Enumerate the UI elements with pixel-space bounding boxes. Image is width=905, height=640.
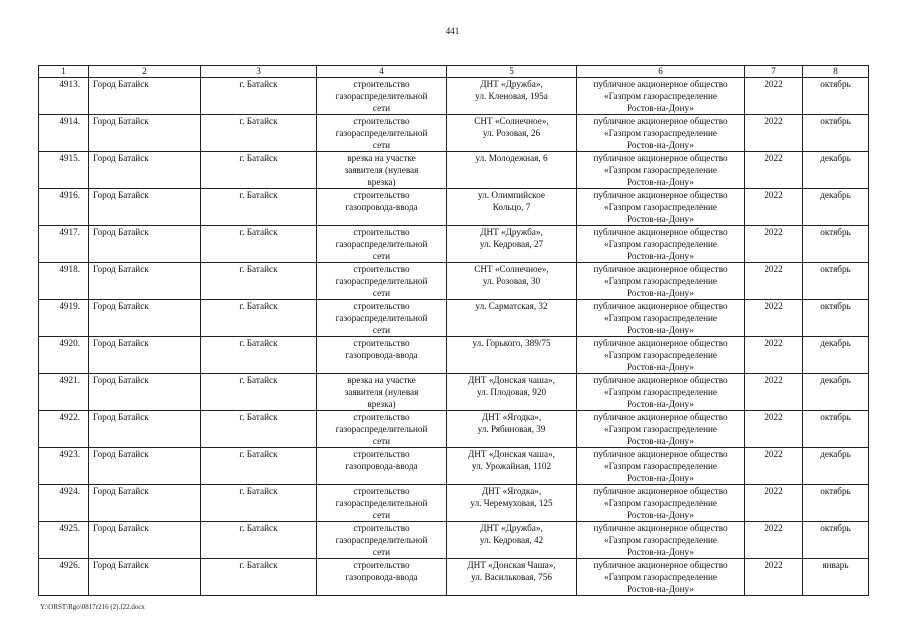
district-cell: Город Батайск (89, 485, 201, 522)
organization-cell-line: Ростов-на-Дону» (627, 399, 694, 409)
year-cell: 2022 (745, 263, 803, 300)
organization-cell (577, 337, 745, 374)
settlement-cell: г. Батайск (201, 522, 317, 559)
address-cell (447, 189, 577, 226)
work-type-cell-line: газопровода-ввода (345, 572, 418, 582)
district-cell: Город Батайск (89, 448, 201, 485)
year-cell: 2022 (745, 522, 803, 559)
year-cell: 2022 (745, 226, 803, 263)
district-cell: Город Батайск (89, 374, 201, 411)
settlement-cell: г. Батайск (201, 78, 317, 115)
organization-cell-line: «Газпром газораспределение (604, 387, 717, 397)
address-cell-line: ДНТ «Ягодка», (481, 486, 542, 496)
address-cell-line: ул. Горького, 389/75 (472, 338, 551, 348)
year-cell: 2022 (745, 337, 803, 374)
row-number-cell: 4916. (39, 189, 89, 226)
organization-cell-line: «Газпром газораспределение (604, 165, 717, 175)
work-type-cell (317, 485, 447, 522)
month-cell: январь (803, 559, 869, 596)
address-cell (447, 152, 577, 189)
table-row (39, 485, 869, 522)
table-row (39, 448, 869, 485)
address-cell (447, 226, 577, 263)
address-cell-line: СНТ «Солнечное», (474, 116, 549, 126)
address-cell-line: ДНТ «Дружба», (480, 79, 543, 89)
organization-cell-line: Ростов-на-Дону» (627, 325, 694, 335)
organization-cell-line: «Газпром газораспределение (604, 461, 717, 471)
address-cell (447, 374, 577, 411)
organization-cell-line: публичное акционерное общество (593, 486, 728, 496)
district-cell: Город Батайск (89, 115, 201, 152)
organization-cell-line: публичное акционерное общество (593, 523, 728, 533)
month-cell: октябрь (803, 263, 869, 300)
address-cell (447, 559, 577, 596)
organization-cell (577, 559, 745, 596)
organization-cell-line: Ростов-на-Дону» (627, 288, 694, 298)
year-cell: 2022 (745, 411, 803, 448)
table-row (39, 559, 869, 596)
work-type-cell (317, 226, 447, 263)
address-cell-line: ДНТ «Донская Чаша», (467, 560, 556, 570)
organization-cell-line: Ростов-на-Дону» (627, 436, 694, 446)
address-cell (447, 263, 577, 300)
address-cell-line: ул. Олимпийское (478, 190, 545, 200)
work-type-cell-line: сети (372, 251, 391, 261)
row-number-cell: 4926. (39, 559, 89, 596)
column-header: 7 (745, 66, 803, 78)
work-type-cell-line: сети (372, 288, 391, 298)
work-type-cell (317, 263, 447, 300)
table-row (39, 374, 869, 411)
address-cell-line: ул. Кедровая, 42 (479, 535, 544, 545)
work-type-cell-line: врезка) (367, 177, 396, 187)
district-cell: Город Батайск (89, 263, 201, 300)
row-number-cell: 4914. (39, 115, 89, 152)
work-type-cell (317, 152, 447, 189)
table-row (39, 152, 869, 189)
table-row (39, 226, 869, 263)
work-type-cell (317, 522, 447, 559)
work-type-cell-line: строительство (353, 523, 410, 533)
row-number-cell: 4913. (39, 78, 89, 115)
month-cell: октябрь (803, 485, 869, 522)
page-number: 441 (445, 26, 460, 36)
table-row (39, 337, 869, 374)
table-row (39, 300, 869, 337)
organization-cell-line: Ростов-на-Дону» (627, 140, 694, 150)
column-header: 1 (39, 66, 89, 78)
table-row (39, 411, 869, 448)
organization-cell-line: «Газпром газораспределение (604, 424, 717, 434)
work-type-cell-line: сети (372, 510, 391, 520)
address-cell-line: ул. Кедровая, 27 (479, 239, 544, 249)
work-type-cell-line: газопровода-ввода (345, 202, 418, 212)
work-type-cell-line: врезка на участке (347, 153, 416, 163)
organization-cell-line: «Газпром газораспределение (604, 276, 717, 286)
organization-cell (577, 300, 745, 337)
work-type-cell-line: сети (372, 325, 391, 335)
organization-cell-line: «Газпром газораспределение (604, 535, 717, 545)
work-type-cell (317, 115, 447, 152)
address-cell (447, 337, 577, 374)
address-cell-line: ул. Сарматская, 32 (475, 301, 548, 311)
work-type-cell-line: заявителя (нулевая (344, 387, 419, 397)
organization-cell-line: Ростов-на-Дону» (627, 584, 694, 594)
year-cell: 2022 (745, 300, 803, 337)
organization-cell-line: Ростов-на-Дону» (627, 547, 694, 557)
table-row (39, 263, 869, 300)
work-type-cell-line: газораспределительной (335, 128, 428, 138)
address-cell (447, 485, 577, 522)
address-cell-line: ДНТ «Донская чаша», (468, 375, 555, 385)
work-type-cell (317, 78, 447, 115)
work-type-cell-line: газопровода-ввода (345, 350, 418, 360)
month-cell: декабрь (803, 337, 869, 374)
year-cell: 2022 (745, 485, 803, 522)
work-type-cell (317, 300, 447, 337)
organization-cell (577, 189, 745, 226)
work-type-cell-line: газораспределительной (335, 498, 428, 508)
work-type-cell-line: газораспределительной (335, 276, 428, 286)
settlement-cell: г. Батайск (201, 337, 317, 374)
column-header: 6 (577, 66, 745, 78)
settlement-cell: г. Батайск (201, 263, 317, 300)
month-cell: октябрь (803, 78, 869, 115)
work-type-cell-line: строительство (353, 190, 410, 200)
column-header: 5 (447, 66, 577, 78)
work-type-cell-line: газораспределительной (335, 424, 428, 434)
district-cell: Город Батайск (89, 559, 201, 596)
district-cell: Город Батайск (89, 78, 201, 115)
organization-cell-line: «Газпром газораспределение (604, 350, 717, 360)
year-cell: 2022 (745, 448, 803, 485)
organization-cell-line: Ростов-на-Дону» (627, 177, 694, 187)
work-type-cell-line: строительство (353, 227, 410, 237)
month-cell: октябрь (803, 300, 869, 337)
settlement-cell: г. Батайск (201, 300, 317, 337)
organization-cell-line: публичное акционерное общество (593, 301, 728, 311)
table-body (39, 78, 869, 596)
organization-cell-line: публичное акционерное общество (593, 79, 728, 89)
address-cell-line: ДНТ «Донская чаша», (468, 449, 555, 459)
settlement-cell: г. Батайск (201, 485, 317, 522)
organization-cell-line: публичное акционерное общество (593, 338, 728, 348)
organization-cell-line: публичное акционерное общество (593, 375, 728, 385)
gasification-table (38, 65, 869, 596)
address-cell (447, 115, 577, 152)
year-cell: 2022 (745, 374, 803, 411)
header-row (39, 66, 869, 78)
work-type-cell-line: газораспределительной (335, 535, 428, 545)
organization-cell (577, 448, 745, 485)
address-cell-line: ул. Урожайная, 1102 (471, 461, 552, 471)
work-type-cell (317, 448, 447, 485)
district-cell: Город Батайск (89, 189, 201, 226)
organization-cell-line: Ростов-на-Дону» (627, 251, 694, 261)
work-type-cell (317, 337, 447, 374)
work-type-cell-line: заявителя (нулевая (344, 165, 419, 175)
month-cell: октябрь (803, 411, 869, 448)
address-cell-line: ДНТ «Ягодка», (481, 412, 542, 422)
month-cell: октябрь (803, 226, 869, 263)
work-type-cell-line: газораспределительной (335, 313, 428, 323)
row-number-cell: 4925. (39, 522, 89, 559)
table-row (39, 115, 869, 152)
district-cell: Город Батайск (89, 226, 201, 263)
organization-cell-line: «Газпром газораспределение (604, 498, 717, 508)
work-type-cell-line: строительство (353, 338, 410, 348)
organization-cell (577, 78, 745, 115)
organization-cell-line: Ростов-на-Дону» (627, 473, 694, 483)
year-cell: 2022 (745, 115, 803, 152)
work-type-cell (317, 559, 447, 596)
month-cell: декабрь (803, 448, 869, 485)
address-cell (447, 448, 577, 485)
organization-cell-line: публичное акционерное общество (593, 116, 728, 126)
address-cell-line: ул. Плодовая, 920 (476, 387, 547, 397)
row-number-cell: 4915. (39, 152, 89, 189)
work-type-cell-line: сети (372, 547, 391, 557)
organization-cell-line: публичное акционерное общество (593, 153, 728, 163)
address-cell-line: ДНТ «Дружба», (480, 523, 543, 533)
work-type-cell-line: строительство (353, 116, 410, 126)
work-type-cell-line: строительство (353, 412, 410, 422)
organization-cell-line: «Газпром газораспределение (604, 128, 717, 138)
organization-cell (577, 263, 745, 300)
settlement-cell: г. Батайск (201, 448, 317, 485)
work-type-cell-line: строительство (353, 79, 410, 89)
organization-cell (577, 374, 745, 411)
row-number-cell: 4919. (39, 300, 89, 337)
work-type-cell-line: строительство (353, 264, 410, 274)
work-type-cell-line: врезка на участке (347, 375, 416, 385)
work-type-cell-line: строительство (353, 449, 410, 459)
work-type-cell-line: сети (372, 140, 391, 150)
organization-cell-line: Ростов-на-Дону» (627, 362, 694, 372)
district-cell: Город Батайск (89, 300, 201, 337)
work-type-cell-line: газораспределительной (335, 239, 428, 249)
settlement-cell: г. Батайск (201, 226, 317, 263)
organization-cell-line: публичное акционерное общество (593, 227, 728, 237)
organization-cell-line: «Газпром газораспределение (604, 202, 717, 212)
organization-cell-line: Ростов-на-Дону» (627, 214, 694, 224)
work-type-cell-line: врезка) (367, 399, 396, 409)
work-type-cell-line: сети (372, 436, 391, 446)
file-path-footer: Y:\ORST\Rgo\0817r216 (2).f22.docx (40, 603, 145, 611)
address-cell-line: ул. Васильковая, 756 (471, 572, 552, 582)
table-row (39, 78, 869, 115)
settlement-cell: г. Батайск (201, 559, 317, 596)
row-number-cell: 4922. (39, 411, 89, 448)
address-cell-line: ул. Кленовая, 195а (475, 91, 548, 101)
row-number-cell: 4924. (39, 485, 89, 522)
organization-cell-line: «Газпром газораспределение (604, 239, 717, 249)
district-cell: Город Батайск (89, 152, 201, 189)
settlement-cell: г. Батайск (201, 152, 317, 189)
row-number-cell: 4920. (39, 337, 89, 374)
address-cell-line: СНТ «Солнечное», (474, 264, 549, 274)
address-cell-line: ул. Розовая, 26 (482, 128, 541, 138)
organization-cell-line: «Газпром газораспределение (604, 313, 717, 323)
table-row (39, 189, 869, 226)
work-type-cell-line: газопровода-ввода (345, 461, 418, 471)
work-type-cell-line: строительство (353, 301, 410, 311)
work-type-cell (317, 374, 447, 411)
work-type-cell-line: строительство (353, 560, 410, 570)
address-cell-line: ул. Розовая, 30 (482, 276, 541, 286)
organization-cell-line: «Газпром газораспределение (604, 91, 717, 101)
district-cell: Город Батайск (89, 522, 201, 559)
month-cell: октябрь (803, 522, 869, 559)
work-type-cell-line: газораспределительной (335, 91, 428, 101)
row-number-cell: 4918. (39, 263, 89, 300)
address-cell (447, 300, 577, 337)
year-cell: 2022 (745, 189, 803, 226)
settlement-cell: г. Батайск (201, 411, 317, 448)
organization-cell (577, 485, 745, 522)
row-number-cell: 4923. (39, 448, 89, 485)
address-cell (447, 411, 577, 448)
organization-cell-line: публичное акционерное общество (593, 412, 728, 422)
organization-cell-line: «Газпром газораспределение (604, 572, 717, 582)
column-header: 4 (317, 66, 447, 78)
year-cell: 2022 (745, 559, 803, 596)
column-header: 3 (201, 66, 317, 78)
row-number-cell: 4921. (39, 374, 89, 411)
organization-cell-line: публичное акционерное общество (593, 264, 728, 274)
month-cell: декабрь (803, 152, 869, 189)
organization-cell-line: Ростов-на-Дону» (627, 510, 694, 520)
settlement-cell: г. Батайск (201, 115, 317, 152)
organization-cell (577, 115, 745, 152)
organization-cell (577, 152, 745, 189)
year-cell: 2022 (745, 78, 803, 115)
address-cell (447, 522, 577, 559)
address-cell-line: Кольцо, 7 (492, 202, 531, 212)
work-type-cell-line: строительство (353, 486, 410, 496)
address-cell-line: ул. Рябиновая, 39 (477, 424, 546, 434)
settlement-cell: г. Батайск (201, 189, 317, 226)
work-type-cell (317, 189, 447, 226)
month-cell: декабрь (803, 189, 869, 226)
district-cell: Город Батайск (89, 337, 201, 374)
organization-cell (577, 522, 745, 559)
month-cell: декабрь (803, 374, 869, 411)
address-cell-line: ул. Молодежная, 6 (475, 153, 548, 163)
settlement-cell: г. Батайск (201, 374, 317, 411)
month-cell: октябрь (803, 115, 869, 152)
organization-cell (577, 411, 745, 448)
work-type-cell (317, 411, 447, 448)
organization-cell-line: публичное акционерное общество (593, 560, 728, 570)
organization-cell-line: публичное акционерное общество (593, 449, 728, 459)
organization-cell-line: Ростов-на-Дону» (627, 103, 694, 113)
organization-cell-line: публичное акционерное общество (593, 190, 728, 200)
organization-cell (577, 226, 745, 263)
address-cell-line: ул. Черемуховая, 125 (470, 498, 553, 508)
address-cell (447, 78, 577, 115)
column-header: 2 (89, 66, 201, 78)
row-number-cell: 4917. (39, 226, 89, 263)
year-cell: 2022 (745, 152, 803, 189)
address-cell-line: ДНТ «Дружба», (480, 227, 543, 237)
district-cell: Город Батайск (89, 411, 201, 448)
table-row (39, 522, 869, 559)
column-header: 8 (803, 66, 869, 78)
work-type-cell-line: сети (372, 103, 391, 113)
